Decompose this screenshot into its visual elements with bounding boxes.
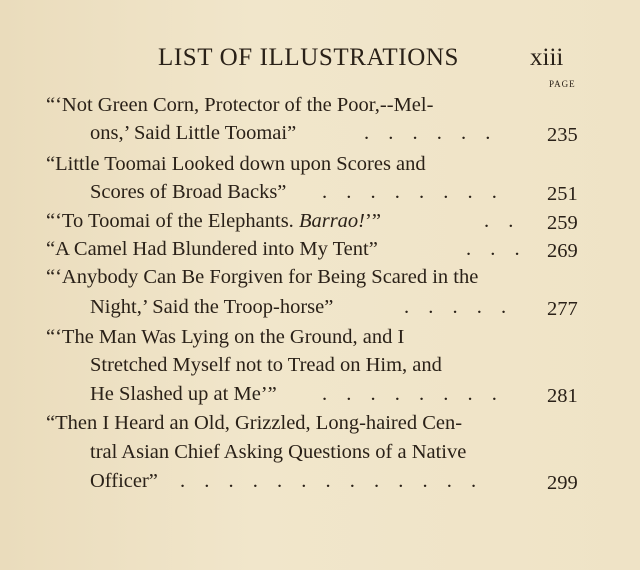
entry-line: ons,’ Said Little Toomai” (90, 122, 297, 144)
dot-leader: . . . . . . (364, 122, 498, 144)
entry-text-italic: Barrao! (298, 210, 365, 232)
entry-line: “‘Anybody Can Be Forgiven for Being Scared in the (46, 266, 479, 288)
page-title: LIST OF ILLUSTRATIONS (158, 44, 460, 71)
dot-leader: . . . . . . . . (322, 383, 504, 405)
page-number: 235 (547, 124, 578, 146)
page-number: 259 (547, 212, 578, 234)
page-number: 277 (547, 298, 578, 320)
entry-line (46, 210, 381, 233)
dot-leader: . . . . . . . . (322, 181, 504, 203)
dot-leader: . . (484, 210, 521, 232)
entry-text: “‘To Toomai of the Elephants. (46, 210, 294, 232)
dot-leader: . . . . . (404, 296, 514, 318)
page-number: 299 (547, 472, 578, 494)
entry-line: “A Camel Had Blundered into My Tent” (46, 238, 378, 260)
entry-line: “‘The Man Was Lying on the Ground, and I (46, 326, 405, 348)
entry-line: He Slashed up at Me’” (90, 383, 277, 405)
dot-leader: . . . . . . . . . . . . . (180, 470, 484, 492)
entry-line: “Little Toomai Looked down upon Scores and (46, 153, 426, 175)
entry-line: Officer” (90, 470, 158, 492)
entry-line: Scores of Broad Backs” (90, 181, 287, 203)
page-folio: xiii (530, 44, 564, 71)
entry-line: “‘Not Green Corn, Protector of the Poor,--Mel- (46, 94, 434, 116)
page-number: 251 (547, 183, 578, 205)
page-number: 281 (547, 385, 578, 407)
page-column-label: PAGE (549, 79, 576, 89)
dot-leader: . . . (466, 238, 527, 260)
entry-line: Stretched Myself not to Tread on Him, and (90, 354, 442, 376)
entry-line: “Then I Heard an Old, Grizzled, Long-haired Cen- (46, 412, 463, 434)
entry-line: tral Asian Chief Asking Questions of a Native (90, 441, 467, 463)
entry-text-close: ’” (365, 210, 381, 232)
entry-line: Night,’ Said the Troop-horse” (90, 296, 334, 318)
page-number: 269 (547, 240, 578, 262)
